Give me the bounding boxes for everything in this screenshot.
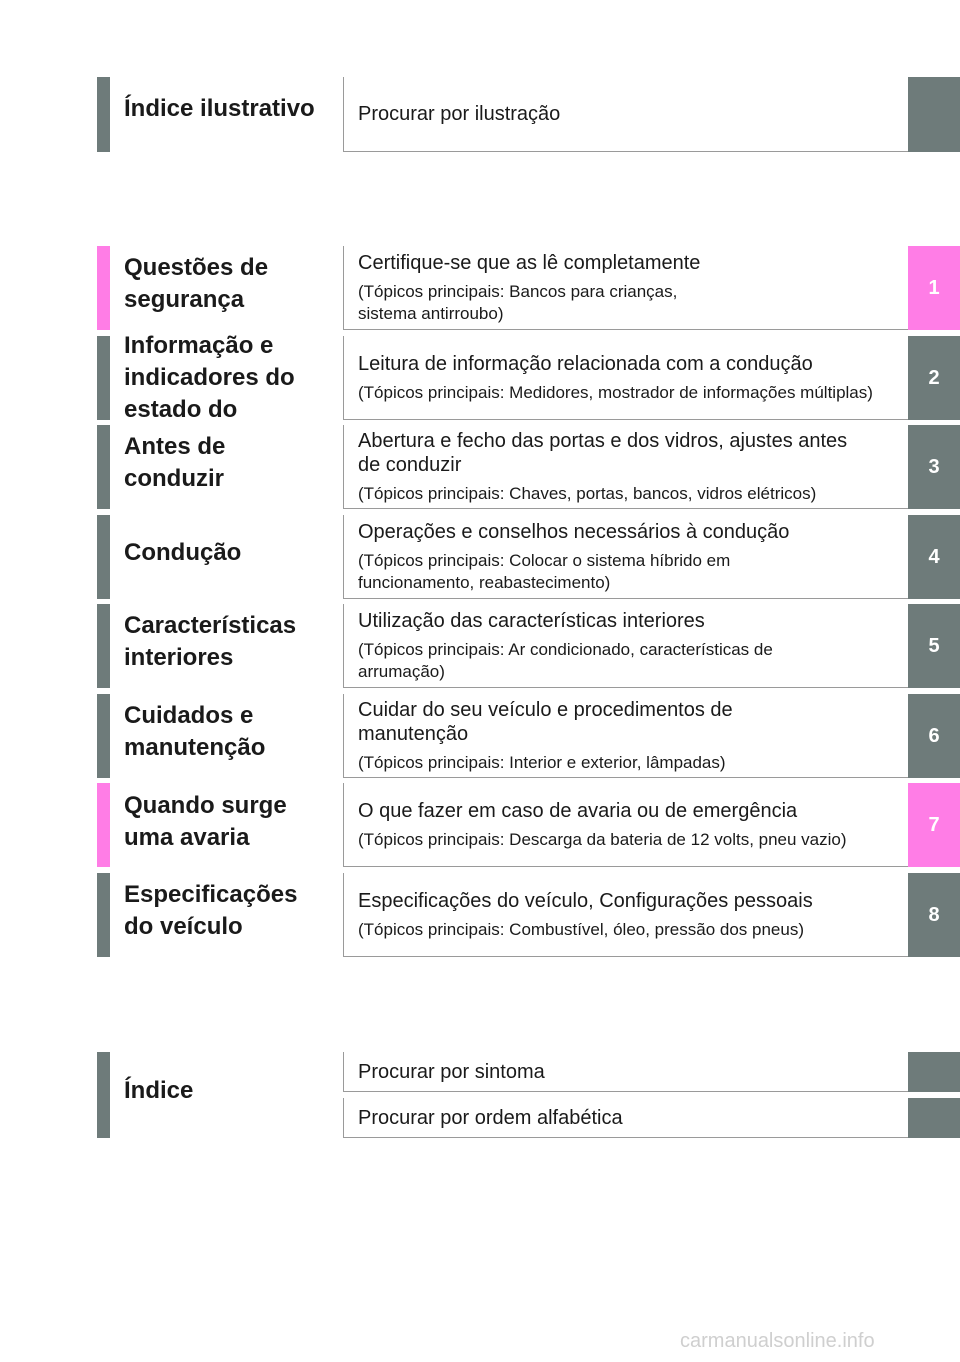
section-tab-2[interactable]: 2	[908, 336, 960, 420]
section-topics: (Tópicos principais: Ar condicionado, características de arrumação)	[358, 639, 773, 681]
section-bar	[97, 873, 110, 957]
index-item-tab[interactable]	[908, 1052, 960, 1092]
section-title: Informação e indicadores do estado do	[124, 332, 295, 423]
section-box[interactable]	[343, 783, 908, 867]
section-title: Condução	[124, 539, 242, 566]
section-row-1[interactable]	[0, 246, 960, 330]
section-description: Utilização das características interiores	[358, 609, 705, 632]
section-tab-1[interactable]: 1	[908, 246, 960, 330]
section-row-4[interactable]	[0, 515, 960, 599]
index-item-label: Procurar por sintoma	[358, 1060, 545, 1083]
section-box[interactable]	[343, 336, 908, 420]
section-description: O que fazer em caso de avaria ou de emergência	[358, 799, 798, 822]
illustrated-index-box[interactable]	[343, 77, 908, 152]
section-tab-4[interactable]: 4	[908, 515, 960, 599]
section-description: Especificações do veículo, Configurações pessoais	[358, 889, 813, 912]
section-title: Características interiores	[124, 612, 297, 671]
section-topics: (Tópicos principais: Chaves, portas, bancos, vidros elétricos)	[358, 483, 817, 503]
section-title: Cuidados e manutenção	[124, 702, 266, 761]
index-item-box[interactable]	[343, 1098, 908, 1138]
section-box[interactable]	[343, 604, 908, 688]
section-description: Leitura de informação relacionada com a condução	[358, 352, 813, 375]
watermark-text: carmanualsonline.info	[680, 1330, 875, 1352]
section-description: Operações e conselhos necessários à condução	[358, 520, 790, 543]
illustrated-index-title: Índice ilustrativo	[124, 95, 315, 122]
section-topics: (Tópicos principais: Combustível, óleo, pressão dos pneus)	[358, 919, 804, 939]
index-item-alphabetical[interactable]	[0, 1098, 960, 1138]
section-row-8[interactable]	[0, 873, 960, 957]
section-box[interactable]	[343, 515, 908, 599]
section-title: Antes de conduzir	[124, 433, 226, 492]
section-row-7[interactable]	[0, 783, 960, 867]
index-item-box[interactable]	[343, 1052, 908, 1092]
section-title: Especificações do veículo	[124, 881, 298, 940]
section-bar	[97, 783, 110, 867]
section-topics: (Tópicos principais: Interior e exterior, lâmpadas)	[358, 752, 726, 772]
section-row-5[interactable]	[0, 604, 960, 688]
section-tab-7[interactable]: 7	[908, 783, 960, 867]
illustrated-index-row[interactable]	[0, 77, 960, 152]
illustrated-index-description: Procurar por ilustração	[358, 103, 561, 125]
index-item-symptom[interactable]	[0, 1052, 960, 1092]
section-bar	[97, 515, 110, 599]
section-tab-6[interactable]: 6	[908, 694, 960, 778]
section-topics: (Tópicos principais: Bancos para crianças, sistema antirroubo)	[358, 281, 678, 323]
section-row-6[interactable]	[0, 694, 960, 778]
section-tab-5[interactable]: 5	[908, 604, 960, 688]
section-topics: (Tópicos principais: Descarga da bateria de 12 volts, pneu vazio)	[358, 829, 847, 849]
section-bar	[97, 246, 110, 330]
index-item-label: Procurar por ordem alfabética	[358, 1106, 623, 1129]
index-item-tab[interactable]	[908, 1098, 960, 1138]
section-box[interactable]	[343, 873, 908, 957]
section-box[interactable]	[343, 694, 908, 778]
section-title: Questões de segurança	[124, 254, 269, 313]
section-topics: (Tópicos principais: Colocar o sistema híbrido em funcionamento, reabastecimento)	[358, 550, 731, 592]
section-row-2[interactable]	[0, 332, 960, 423]
section-description: Certifique-se que as lê completamente	[358, 251, 701, 274]
section-bar	[97, 425, 110, 509]
section-tab-8[interactable]: 8	[908, 873, 960, 957]
section-bar	[97, 694, 110, 778]
section-bar	[97, 336, 110, 420]
section-box[interactable]	[343, 246, 908, 330]
section-box[interactable]	[343, 425, 908, 509]
section-description: Cuidar do seu veículo e procedimentos de manutenção	[358, 698, 733, 745]
section-bar	[97, 77, 110, 152]
section-description: Abertura e fecho das portas e dos vidros, ajustes antes de conduzir	[358, 429, 848, 476]
index-title: Índice	[124, 1077, 194, 1104]
section-topics: (Tópicos principais: Medidores, mostrador de informações múltiplas)	[358, 382, 873, 402]
section-row-3[interactable]	[0, 425, 960, 509]
section-bar	[97, 604, 110, 688]
illustrated-index-tab[interactable]	[908, 77, 960, 152]
section-tab-3[interactable]: 3	[908, 425, 960, 509]
section-title: Quando surge uma avaria	[124, 792, 287, 851]
